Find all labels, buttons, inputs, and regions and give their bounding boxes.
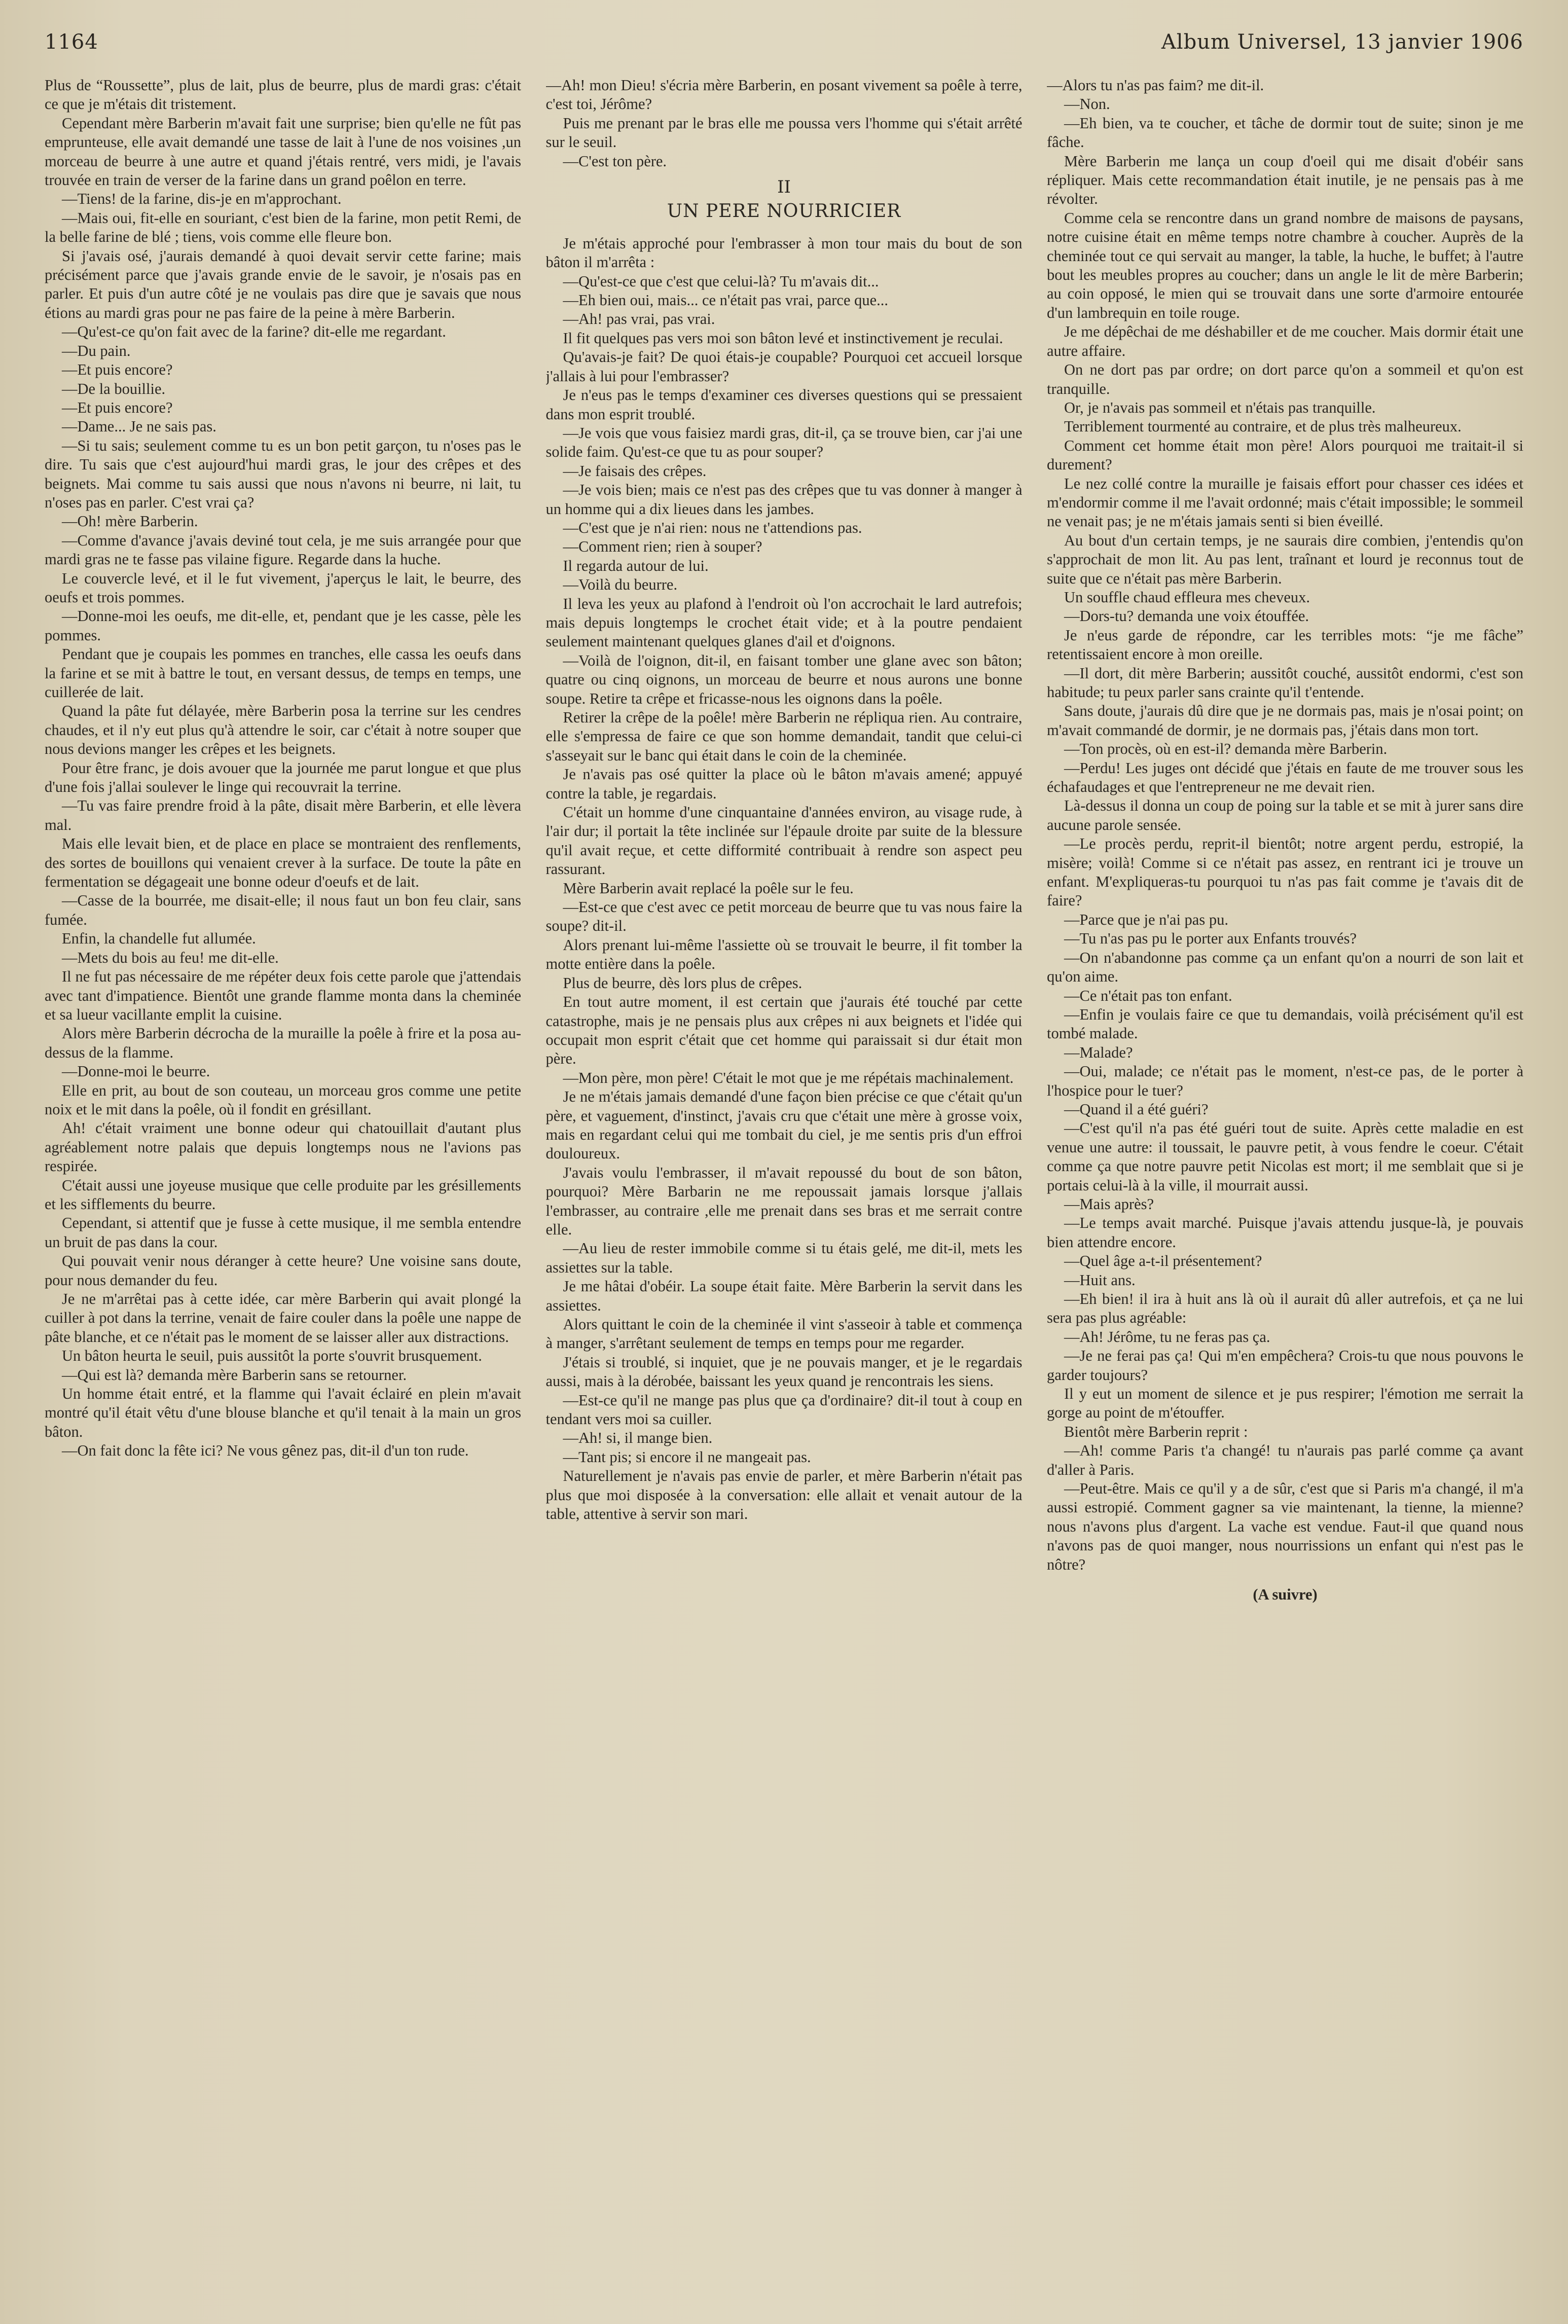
paragraph: —Dors-tu? demanda une voix étouffée. xyxy=(1064,607,1309,625)
section-title: UN PERE NOURRICIER xyxy=(667,201,901,222)
paragraph: Mère Barberin me lança un coup d'oeil qui me disait d'obéir sans répliquer. Mais cette recommandation était inutile, je ne pensais pas à me révolter. xyxy=(1047,152,1523,208)
column-2 xyxy=(546,76,1023,2302)
page-number: 1164 xyxy=(45,30,98,54)
paragraph: —Oh! mère Barberin. xyxy=(62,513,198,530)
paragraph: Plus de “Roussette”, plus de lait, plus de beurre, plus de mardi gras: c'était ce que je m'étais dit tristement. xyxy=(45,77,521,113)
paragraph: C'était aussi une joyeuse musique que celle produite par les grésillements et les sifflements du beurre. xyxy=(45,1176,521,1213)
paragraph: —Ah! si, il mange bien. xyxy=(563,1429,713,1447)
paragraph: Terriblement tourmenté au contraire, et de plus très malheureux. xyxy=(1064,418,1462,435)
paragraph: —Voilà de l'oignon, dit-il, en faisant tomber une glane avec son bâton; quatre ou cinq oignons, un morceau de beurre et nous aurons une bonne soupe. Retire ta crêpe et fricasse-nous les oignons dans la poêle. xyxy=(545,651,1023,707)
paragraph: Ah! c'était vraiment une bonne odeur qui chatouillait d'autant plus agréablement notre palais que depuis longtemps nous ne l'avions pas respirée. xyxy=(45,1119,521,1175)
paragraph: —Ah! mon Dieu! s'écria mère Barberin, en posant vivement sa poêle à terre, c'est toi, Jérôme? xyxy=(545,77,1023,113)
paragraph: —Le temps avait marché. Puisque j'avais attendu jusque-là, je pouvais bien attendre encore. xyxy=(1047,1214,1523,1251)
paragraph: —C'est qu'il n'a pas été guéri tout de suite. Après cette maladie en est venue une autre: il toussait, le pauvre petit, à vous fendre le coeur. C'était comme ça que notre pauvre petit Nicolas est mort; il me semblait que si je portais celui-là à la ville, il mourrait aussi. xyxy=(1047,1119,1523,1194)
paragraph: —Perdu! Les juges ont décidé que j'étais en faute de me trouver sous les échafaudages et que l'entrepreneur ne me devait rien. xyxy=(1047,759,1523,796)
paragraph: J'avais voulu l'embrasser, il m'avait repoussé du bout de son bâton, pourquoi? Mère Barbarin ne me repoussait jamais lorsque j'allais l'embrasser, au contraire ,elle me prenait dans ses bras et me serrait contre elle. xyxy=(545,1164,1023,1238)
paragraph: —Eh bien, va te coucher, et tâche de dormir tout de suite; sinon je me fâche. xyxy=(1047,114,1523,151)
paragraph: Comment cet homme était mon père! Alors pourquoi me traitait-il si durement? xyxy=(1047,437,1523,474)
paragraph: Alors prenant lui-même l'assiette où se trouvait le beurre, il fit tomber la motte entière dans la poêle. xyxy=(545,936,1023,973)
paragraph: —On fait donc la fête ici? Ne vous gênez pas, dit-il d'un ton rude. xyxy=(62,1442,469,1460)
paragraph: Le couvercle levé, et il le fut vivement, j'aperçus le lait, le beurre, des oeufs et trois pommes. xyxy=(45,569,521,606)
paragraph: Il fit quelques pas vers moi son bâton levé et instinctivement je reculai. xyxy=(563,329,1003,347)
paragraph: Je ne m'arrêtai pas à cette idée, car mère Barberin qui avait plongé la cuiller à pot dans la terrine, venait de faire couler dans la poêle une nappe de pâte blanche, et ce n'était pas le moment de se laisser aller aux distractions. xyxy=(45,1290,521,1346)
paragraph: —Peut-être. Mais ce qu'il y a de sûr, c'est que si Paris m'a changé, il m'a aussi estropié. Comment gagner sa vie maintenant, la tienne, la mienne? nous n'avons plus d'argent. La vache est vendue. Faut-il que quand nous n'avons pas de quoi manger, nous nourrissions un enfant qui n'est pas le nôtre? xyxy=(1047,1480,1523,1573)
paragraph: —Alors tu n'as pas faim? me dit-il. xyxy=(1047,77,1264,94)
paragraph: —Eh bien! il ira à huit ans là où il aurait dû aller autrefois, et ça ne lui sera pas plus agréable: xyxy=(1047,1290,1523,1327)
paragraph: Elle en prit, au bout de son couteau, un morceau gros comme une petite noix et le mit dans la poêle, où il fondit en grésillant. xyxy=(45,1081,521,1118)
paragraph: —Malade? xyxy=(1064,1043,1133,1061)
paragraph: —Enfin je voulais faire ce que tu demandais, voilà précisément qu'il est tombé malade. xyxy=(1047,1005,1523,1042)
paragraph: —Mais oui, fit-elle en souriant, c'est bien de la farine, mon petit Remi, de la belle farine de blé ; tiens, vois comme elle fleure bon. xyxy=(45,209,521,246)
paragraph: En tout autre moment, il est certain que j'aurais été touché par cette catastrophe, mais je ne pensais plus aux crêpes ni aux beignets et l'idée qui occupait mon esprit c'était que cet homme qui paraissait si dur était mon père. xyxy=(545,993,1023,1068)
paragraph: Je n'avais pas osé quitter la place où le bâton m'avais amené; appuyé contre la table, je regardais. xyxy=(545,766,1023,802)
paragraph: Plus de beurre, dès lors plus de crêpes. xyxy=(563,974,803,992)
paragraph: Il y eut un moment de silence et je pus respirer; l'émotion me serrait la gorge au point de m'étouffer. xyxy=(1047,1385,1523,1422)
paragraph: —Qui est là? demanda mère Barberin sans se retourner. xyxy=(62,1366,407,1384)
paragraph: —Tu n'as pas pu le porter aux Enfants trouvés? xyxy=(1064,930,1357,948)
paragraph: —Si tu sais; seulement comme tu es un bon petit garçon, tu n'oses pas le dire. Tu sais que c'est aujourd'hui mardi gras, le jour des crêpes et des beignets. Mai comme tu sais aussi que nous n'avons ni beurre, ni lait, tu n'oses pas en parler. C'est vrai ça? xyxy=(45,437,521,511)
running-head: Album Universel, 13 janvier 1906 xyxy=(1161,30,1523,54)
paragraph: Je n'eus pas le temps d'examiner ces diverses questions qui se pressaient dans mon esprit troublé. xyxy=(545,386,1023,423)
paragraph: —Huit ans. xyxy=(1064,1271,1136,1289)
paragraph: —Qu'est-ce que c'est que celui-là? Tu m'avais dit... xyxy=(563,272,879,290)
paragraph: —Qu'est-ce qu'on fait avec de la farine? dit-elle me regardant. xyxy=(62,323,446,341)
column-3 xyxy=(1047,76,1523,2302)
paragraph: Retirer la crêpe de la poêle! mère Barberin ne répliqua rien. Au contraire, elle s'empressa de faire ce que son homme demandait, tandit que celui-ci s'asseyait sur le banc qui était dans le coin de la cheminée. xyxy=(545,709,1023,764)
column-2-opening xyxy=(546,76,1023,171)
paragraph: —Oui, malade; ce n'était pas le moment, n'est-ce pas, de le porter à l'hospice pour le tuer? xyxy=(1047,1063,1523,1099)
paragraph: Mais elle levait bien, et de place en place se montraient des renflements, des sortes de bouillons qui venaient crever à la surface. De toute la pâte en fermentation se dégageait une bonne odeur d'oeufs et de lait. xyxy=(45,835,521,891)
paragraph: —Tu vas faire prendre froid à la pâte, disait mère Barberin, et elle lèvera mal. xyxy=(45,797,521,833)
paragraph: —Ce n'était pas ton enfant. xyxy=(1064,987,1232,1004)
paragraph: Comme cela se rencontre dans un grand nombre de maisons de paysans, notre cuisine était en même temps notre chambre à coucher. Auprès de la cheminée tout ce qui servait au manger, la table, la huche, le buffet; à l'autre bout les meubles propres au coucher; dans un angle le lit de mère Barberin; au coin opposé, le mien qui se trouvait dans une sorte d'armoire entourée d'un lambrequin en toile rouge. xyxy=(1047,209,1523,321)
paragraph: —Quand il a été guéri? xyxy=(1064,1100,1209,1118)
paragraph: Un souffle chaud effleura mes cheveux. xyxy=(1064,588,1310,606)
paragraph: —Quel âge a-t-il présentement? xyxy=(1064,1252,1262,1270)
paragraph: Puis me prenant par le bras elle me poussa vers l'homme qui s'était arrêté sur le seuil. xyxy=(545,114,1023,151)
paragraph: —Ah! Jérôme, tu ne feras pas ça. xyxy=(1064,1328,1270,1346)
paragraph: —On n'abandonne pas comme ça un enfant qu'on a nourri de son lait et qu'on aime. xyxy=(1047,949,1523,986)
paragraph: Là-dessus il donna un coup de poing sur la table et se mit à jurer sans dire aucune parole sensée. xyxy=(1047,797,1523,833)
paragraph: —De la bouillie. xyxy=(62,380,166,397)
paragraph: Pour être franc, je dois avouer que la journée me parut longue et que plus d'une fois j'allai soulever le linge qui recouvrait la terrine. xyxy=(45,759,521,796)
paragraph: Or, je n'avais pas sommeil et n'étais pas tranquille. xyxy=(1064,398,1376,416)
paragraph: —Tiens! de la farine, dis-je en m'approchant. xyxy=(62,190,342,208)
paragraph: —Du pain. xyxy=(62,342,131,359)
paragraph: —Au lieu de rester immobile comme si tu étais gelé, me dit-il, mets les assiettes sur la table. xyxy=(545,1240,1023,1276)
paragraph: C'était un homme d'une cinquantaine d'années environ, au visage rude, à l'air dur; il portait la tête inclinée sur l'épaule droite par suite de la blessure qu'il avait reçue, et cette difformité contribuait à rendre son aspect peu rassurant. xyxy=(545,804,1023,878)
paragraph: Alors mère Barberin décrocha de la muraille la poêle à frire et la posa au-dessus de la flamme. xyxy=(45,1025,521,1061)
paragraph: —Eh bien oui, mais... ce n'était pas vrai, parce que... xyxy=(563,292,889,309)
column-1 xyxy=(45,76,521,2302)
paragraph: Je m'étais approché pour l'embrasser à mon tour mais du bout de son bâton il m'arrêta : xyxy=(545,234,1023,271)
paragraph: Il ne fut pas nécessaire de me répéter deux fois cette parole que j'attendais avec tant d'impatience. Bientôt une grande flamme monta dans la cheminée et sa lueur vacillante emplit la cuisine. xyxy=(45,968,521,1023)
paragraph: —C'est ton père. xyxy=(563,152,667,170)
paragraph: Qui pouvait venir nous déranger à cette heure? Une voisine sans doute, pour nous demander du feu. xyxy=(45,1252,521,1289)
paragraph: Cependant mère Barberin m'avait fait une surprise; bien qu'elle ne fût pas emprunteuse, elle avait demandé une tasse de lait à l'une de nos voisines ,un morceau de beurre à une autre et quand j'étais rentré, vers midi, je l'avais trouvée en train de verser de la farine dans un grand poêlon en terre. xyxy=(45,114,521,189)
paragraph: —Voilà du beurre. xyxy=(563,576,678,594)
paragraph: —Comme d'avance j'avais deviné tout cela, je me suis arrangée pour que mardi gras ne te fasse pas vilaine figure. Regarde dans la huche. xyxy=(45,531,521,568)
column-2-body xyxy=(546,234,1023,1524)
paragraph: Un bâton heurta le seuil, puis aussitôt la porte s'ouvrit brusquement. xyxy=(62,1347,482,1365)
paragraph: Je ne m'étais jamais demandé d'une façon bien précise ce que c'était qu'un père, et vaguement, d'instinct, j'avais cru que c'était une mère à grosse voix, mais en regardant celui qui me tombait du ciel, je me sentis pris d'un effroi douloureux. xyxy=(545,1088,1023,1163)
paragraph: —Je ne ferai pas ça! Qui m'en empêchera? Crois-tu que nous pouvons le garder toujours? xyxy=(1047,1347,1523,1384)
paragraph: Un homme était entré, et la flamme qui l'avait éclairé en plein m'avait montré qu'il était vêtu d'une blouse blanche et qu'il tenait à la main un gros bâton. xyxy=(45,1385,521,1440)
paragraph: Mère Barberin avait replacé la poêle sur le feu. xyxy=(563,879,854,897)
paragraph: Cependant, si attentif que je fusse à cette musique, il me sembla entendre un bruit de pas dans la cour. xyxy=(45,1214,521,1251)
paragraph: —Ah! pas vrai, pas vrai. xyxy=(563,310,715,328)
paragraph: Le nez collé contre la muraille je faisais effort pour chasser ces idées et m'endormir comme il me l'avait ordonné; mais c'était impossible; le sommeil ne venait pas; je ne m'étais jamais senti si bien éveillé. xyxy=(1047,475,1523,530)
paragraph: Qu'avais-je fait? De quoi étais-je coupable? Pourquoi cet accueil lorsque j'allais à lui pour l'embrasser? xyxy=(545,348,1023,385)
paragraph: —Parce que je n'ai pas pu. xyxy=(1064,911,1228,928)
paragraph: —Mon père, mon père! C'était le mot que je me répétais machinalement. xyxy=(563,1069,1014,1086)
column-3-body xyxy=(1047,76,1523,1574)
paragraph: —Le procès perdu, reprit-il bientôt; notre argent perdu, estropié, la misère; voilà! Comme si ce n'était pas assez, en rentrant ici je trouve un enfant. M'expliqueras-tu pourquoi tu n'as pas fait comme je t'avais dit de faire? xyxy=(1047,835,1523,910)
paragraph: —Il dort, dit mère Barberin; aussitôt couché, aussitôt endormi, c'est son habitude; tu peux parler sans crainte qu'il t'entende. xyxy=(1047,664,1523,701)
paragraph: —Et puis encore? xyxy=(62,361,173,379)
paragraph: Je me dépêchai de me déshabiller et de me coucher. Mais dormir était une autre affaire. xyxy=(1047,323,1523,359)
paragraph: Pendant que je coupais les pommes en tranches, elle cassa les oeufs dans la farine et se mit à battre le tout, en versant dessus, de temps en temps, une cuillerée de lait. xyxy=(45,645,521,701)
paragraph: —C'est que je n'ai rien: nous ne t'attendions pas. xyxy=(563,519,862,536)
paragraph: —Dame... Je ne sais pas. xyxy=(62,418,216,435)
paragraph: —Non. xyxy=(1064,95,1110,113)
paragraph: —Mets du bois au feu! me dit-elle. xyxy=(62,949,279,966)
paragraph: Je n'eus garde de répondre, car les terribles mots: “je me fâche” retentissaient encore à mon oreille. xyxy=(1047,626,1523,663)
paragraph: Enfin, la chandelle fut allumée. xyxy=(62,930,256,948)
paragraph: Au bout d'un certain temps, je ne saurais dire combien, j'entendis qu'on s'approchait de mon lit. Au pas lent, traînant et lourd je reconnus tout de suite que ce n'était pas mère Barberin. xyxy=(1047,531,1523,587)
paragraph: —Est-ce que c'est avec ce petit morceau de beurre que tu vas nous faire la soupe? dit-il. xyxy=(545,898,1023,935)
paragraph: —Et puis encore? xyxy=(62,398,173,416)
paragraph: Bientôt mère Barberin reprit : xyxy=(1064,1423,1248,1440)
section-number: II xyxy=(777,177,791,198)
paragraph: Il leva les yeux au plafond à l'endroit où l'on accrochait le lard autrefois; mais depuis longtemps le crochet était vide; et à la poutre pendaient seulement maintenant quelques glanes d'ail et d'oignons. xyxy=(545,595,1023,650)
paragraph: —Je vois bien; mais ce n'est pas des crêpes que tu vas donner à manger à un homme qui a dix lieues dans les jambes. xyxy=(545,481,1023,518)
paragraph: Naturellement je n'avais pas envie de parler, et mère Barberin n'était pas plus que moi disposée à la conversation: elle allait et venait autour de la table, attentive à servir son mari. xyxy=(545,1467,1023,1523)
paragraph: Je me hâtai d'obéir. La soupe était faite. Mère Barberin la servit dans les assiettes. xyxy=(545,1278,1023,1314)
paragraph: —Ton procès, où en est-il? demanda mère Barberin. xyxy=(1064,740,1388,758)
paragraph: —Casse de la bourrée, me disait-elle; il nous faut un bon feu clair, sans fumée. xyxy=(45,892,521,928)
to-be-continued: (A suivre) xyxy=(1253,1586,1318,1604)
paragraph: —Donne-moi les oeufs, me dit-elle, et, pendant que je les casse, pèle les pommes. xyxy=(45,607,521,644)
paragraph: —Ah! comme Paris t'a changé! tu n'aurais pas parlé comme ça avant d'aller à Paris. xyxy=(1047,1442,1523,1478)
paragraph: Il regarda autour de lui. xyxy=(563,557,709,574)
text-columns xyxy=(45,76,1523,2302)
paragraph: —Je vois que vous faisiez mardi gras, dit-il, ça se trouve bien, car j'ai une solide faim. Qu'est-ce que tu as pour souper? xyxy=(545,424,1023,461)
paragraph: —Je faisais des crêpes. xyxy=(563,462,707,480)
paragraph: Si j'avais osé, j'aurais demandé à quoi devait servir cette farine; mais précisément parce que j'avais grande envie de le savoir, je n'osais pas en parler. Et puis d'un autre côté je ne voulais pas dire que je savais que nous étions au mardi gras pour ne pas faire de la peine à mère Barberin. xyxy=(45,247,521,321)
paragraph: Quand la pâte fut délayée, mère Barberin posa la terrine sur les cendres chaudes, et il n'y eut plus qu'à attendre le soir, car c'était à notre souper que nous devions manger les crêpes et les beignets. xyxy=(45,702,521,758)
page-header xyxy=(45,30,1523,71)
paragraph: On ne dort pas par ordre; on dort parce qu'on a sommeil et qu'on est tranquille. xyxy=(1047,361,1523,397)
paragraph: Sans doute, j'aurais dû dire que je ne dormais pas, mais je n'osai point; on m'avait commandé de dormir, je ne dormais pas, j'étais dans mon tort. xyxy=(1047,702,1523,739)
paragraph: —Donne-moi le beurre. xyxy=(62,1063,210,1080)
paragraph: —Est-ce qu'il ne mange pas plus que ça d'ordinaire? dit-il tout à coup en tendant vers moi sa cuiller. xyxy=(545,1391,1023,1428)
paragraph: Alors quittant le coin de la cheminée il vint s'asseoir à table et commença à manger, s'arrêtant seulement de temps en temps pour me regarder. xyxy=(545,1316,1023,1352)
paragraph: —Mais après? xyxy=(1064,1195,1154,1213)
paragraph: —Comment rien; rien à souper? xyxy=(563,538,762,556)
paragraph: J'étais si troublé, si inquiet, que je ne pouvais manger, et je le regardais aussi, mais à la dérobée, baissant les yeux quand je rencontrais les siens. xyxy=(545,1353,1023,1390)
paragraph: —Tant pis; si encore il ne mangeait pas. xyxy=(563,1448,811,1466)
